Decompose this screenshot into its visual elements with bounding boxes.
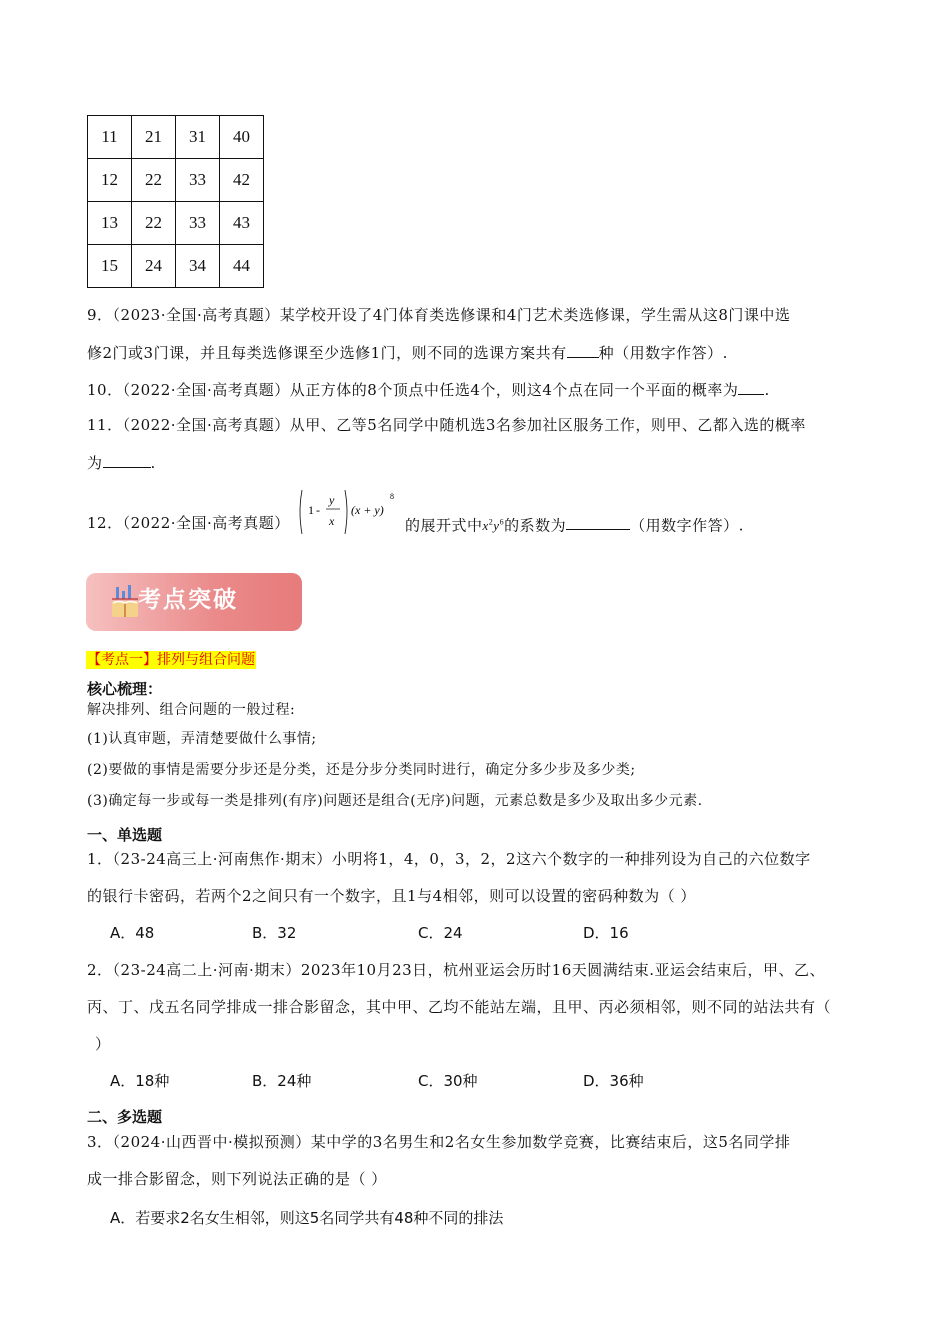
option-a: A．48 [110, 924, 155, 942]
q10-line [87, 380, 770, 400]
table-cell: 11 [88, 116, 132, 159]
section-banner [86, 573, 302, 631]
q9-text: 修2门或3门课，并且每类选修课至少选修1门，则不同的选课方案共有 [87, 344, 567, 362]
option-d: D．16 [583, 924, 629, 942]
monomial [483, 518, 505, 533]
answer-blank [738, 380, 764, 395]
q12-suffix-end: （用数字作答）. [630, 516, 744, 535]
q12-rest [405, 513, 744, 536]
q11-text-end: . [150, 454, 156, 472]
table-cell: 40 [220, 116, 264, 159]
table-row [88, 202, 264, 245]
q12-suffix: 的系数为 [504, 516, 567, 535]
expr-one: 1 [308, 503, 314, 517]
table-cell: 21 [132, 116, 176, 159]
q12-prefix: 12．（2022·全国·高考真题） [87, 514, 290, 532]
table-cell: 34 [176, 245, 220, 288]
q2-line1: 2．（23-24高二上·河南·期末）2023年10月23日，杭州亚运会历时16天圆满结束.亚运会结束后，甲、乙、 [87, 961, 826, 979]
option-a: A．18种 [110, 1072, 170, 1090]
answer-blank [567, 343, 599, 358]
option-c: C．24 [418, 924, 463, 942]
q11-text: 为 [87, 454, 103, 472]
left-paren-icon [300, 490, 302, 534]
mono-y-exp: 6 [499, 518, 505, 527]
answer-blank [566, 515, 630, 530]
option-a: A．若要求2名女生相邻，则这5名同学共有48种不同的排法 [110, 1209, 504, 1227]
answer-blank [103, 453, 151, 468]
core-paragraph: (2)要做的事情是需要分步还是分类，还是分步分类同时进行，确定分多少步及多少类; [87, 762, 636, 778]
section-heading-multi: 二、多选题 [87, 1108, 163, 1126]
table-cell: 13 [88, 202, 132, 245]
q2-line2: 丙、丁、戊五名同学排成一排合影留念，其中甲、乙均不能站左端，且甲、丙必须相邻，则不同的站法共有（ [87, 998, 832, 1016]
table-cell: 44 [220, 245, 264, 288]
q11-line1: 11．（2022·全国·高考真题）从甲、乙等5名同学中随机选3名参加社区服务工作，则甲、乙都入选的概率 [87, 416, 806, 434]
q9-line2 [87, 343, 728, 363]
core-heading: 核心梳理： [87, 680, 163, 698]
q9-line1: 9．（2023·全国·高考真题）某学校开设了4门体育类选修课和4门艺术类选修课，学生需从这8门课中选 [87, 306, 791, 324]
section-heading-single: 一、单选题 [87, 826, 163, 844]
table-cell: 43 [220, 202, 264, 245]
table-cell: 33 [176, 202, 220, 245]
mono-x-exp: 2 [488, 518, 494, 527]
table-cell: 22 [132, 159, 176, 202]
mono-x: x [482, 518, 489, 534]
core-paragraph: (3)确定每一步或每一类是排列(有序)问题还是组合(无序)问题，元素总数是多少及取出多少元素. [87, 793, 703, 809]
number-table [87, 115, 264, 288]
expr-minus: - [316, 503, 320, 517]
table-cell: 15 [88, 245, 132, 288]
table-cell: 33 [176, 159, 220, 202]
q10-text: 10．（2022·全国·高考真题）从正方体的8个顶点中任选4个，则这4个点在同一个平面的概率为 [87, 381, 739, 399]
expr-exp: 8 [390, 492, 394, 501]
mono-y: y [493, 518, 500, 534]
q1-line1: 1．（23-24高三上·河南焦作·期末）小明将1，4，0，3，2，2这六个数字的一种排列设为自己的六位数字 [87, 850, 811, 868]
q3-line1: 3．（2024·山西晋中·模拟预测）某中学的3名男生和2名女生参加数学竞赛，比赛结束后，这5名同学排 [87, 1133, 791, 1151]
q10-text-end: . [764, 381, 770, 399]
q12-mid: 的展开式中 [405, 516, 483, 535]
expr-den: x [329, 514, 335, 528]
option-c: C．30种 [418, 1072, 478, 1090]
table-row [88, 159, 264, 202]
q3-line2: 成一排合影留念，则下列说法正确的是（ ） [87, 1170, 387, 1188]
banner-title: 考点突破 [138, 587, 238, 613]
table-cell: 31 [176, 116, 220, 159]
right-paren-icon [345, 490, 347, 534]
topic-tag: 【考点一】排列与组合问题 [87, 652, 255, 668]
option-b: B．32 [252, 924, 297, 942]
q9-text-end: 种（用数字作答）. [598, 344, 728, 362]
option-d: D．36种 [583, 1072, 644, 1090]
table-cell: 42 [220, 159, 264, 202]
table-row [88, 245, 264, 288]
expansion-expression [298, 486, 398, 544]
core-paragraph: 解决排列、组合问题的一般过程: [87, 702, 296, 718]
expr-paren: (x + y) [351, 503, 384, 517]
expr-num: y [329, 493, 335, 507]
table-cell: 24 [132, 245, 176, 288]
core-paragraph: (1)认真审题，弄清楚要做什么事情; [87, 731, 317, 747]
q1-line2: 的银行卡密码，若两个2之间只有一个数字，且1与4相邻，则可以设置的密码种数为（ ） [87, 887, 696, 905]
q2-line3: ） [95, 1035, 111, 1053]
book-icon [108, 583, 142, 621]
q11-line2 [87, 453, 156, 473]
table-row [88, 116, 264, 159]
option-b: B．24种 [252, 1072, 312, 1090]
table-cell: 22 [132, 202, 176, 245]
table-cell: 12 [88, 159, 132, 202]
